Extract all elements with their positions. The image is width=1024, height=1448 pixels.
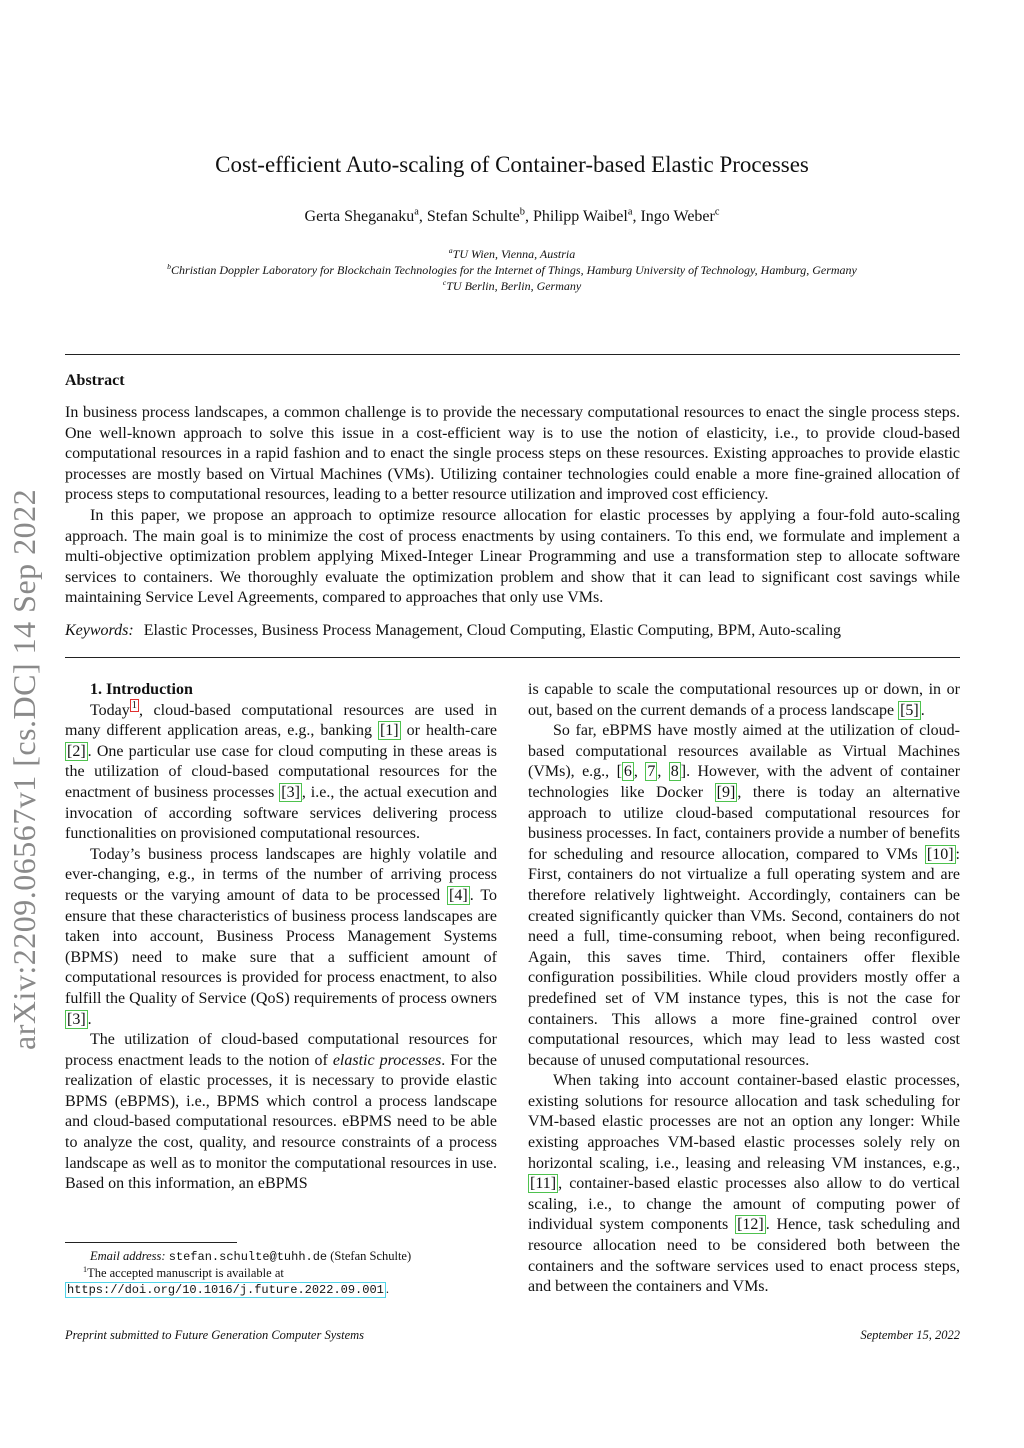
author-name: Gerta Sheganaku <box>304 208 415 225</box>
paragraph: Today $^1$ , cloud-based computational resources are used in many different application areas, e.g., banking [1] or health-care [2] . One particular use case for cloud computing in these areas is the utilization of cloud-based computational resources for the enactment of business processes [3] , i.e., the actual execution and invocation of according software services delivering process functionalities on provisioned computational resources. <box>65 700 497 843</box>
footnote-text: The accepted manuscript is available at <box>87 1266 284 1280</box>
footer-journal: Preprint submitted to Future Generation Computer Systems <box>65 1328 365 1342</box>
paragraph: So far, eBPMS have mostly aimed at the utilization of cloud-based computational resources available as Virtual Machines (VMs), e.g., [ 6 , 7 , 8 ]. However, with the advent of container technologies like Docker [9] , there is today an alternative approach to utilize cloud-based computational resources for business processes. In fact, containers provide a number of benefits for scheduling and resource allocation, compared to VMs [10] : First, containers do not virtualize a full operating system and are therefore relatively lightweight. Accordingly, containers can be created significantly quicker than VMs. Second, containers do not need a full, time-consuming reboot, when being reconfigured. Again, this saves time. Third, containers offer flexible configuration possibilities. While cloud providers mostly offer a predefined set of VM instance types, this is not the case for containers. This allows a more fine-grained control over computational resources, which may lead to less wasted cost because of unused computational resources. <box>528 722 961 1069</box>
top-rule <box>65 354 960 355</box>
footnotes <box>65 1248 497 1298</box>
citation-link[interactable]: [12] <box>737 1216 764 1234</box>
keywords-label: Keywords: <box>65 622 134 639</box>
citation-link[interactable]: [11] <box>530 1175 557 1193</box>
affiliation-mark: a <box>414 206 419 218</box>
citation-link[interactable]: [2] <box>67 742 86 760</box>
email-address[interactable]: stefan.schulte@tuhh.de <box>168 1250 328 1264</box>
citation-link[interactable]: [9] <box>716 783 736 801</box>
paragraph: Today’s business process landscapes are highly volatile and ever-changing, e.g., in terms of the number of arriving process requests or the varying amount of data to be processed [4] . To ensure that these characteristics of business process landscapes are taken into account, Business Process Management Systems (BPMS) need to make sure that a sufficient amount of computational resources is provided for process enactment, to also fulfill the Quality of Service (QoS) requirements of process owners [3] . <box>65 845 497 1028</box>
paragraph: is capable to scale the computational resources up or down, in or out, based on the current demands of a process landscape [5] . <box>528 681 960 719</box>
arxiv-identifier: arXiv:2209.06567v1 [cs.DC] 14 Sep 2022 <box>6 488 42 1050</box>
citation-link[interactable]: 8 <box>670 763 679 781</box>
author-list: Gerta Sheganaku$^a$, Stefan Schulte$^b$, Philipp Waibel$^a$, Ingo Weber$^c$ <box>304 206 720 225</box>
right-column <box>528 680 960 1298</box>
citation-link[interactable]: [1] <box>379 722 399 740</box>
keywords <box>65 621 960 642</box>
abstract-bottom-rule <box>65 657 960 658</box>
affiliation-text: TU Wien, Vienna, Austria <box>452 247 576 261</box>
author-name: Philipp Waibel <box>532 208 628 225</box>
affiliation-a <box>0 246 1024 262</box>
keywords-text: Elastic Processes, Business Process Management, Cloud Computing, Elastic Computing, BPM, Auto-scaling <box>143 622 842 639</box>
author-name: Ingo Weber <box>640 208 715 225</box>
author-name: Stefan Schulte <box>426 208 520 225</box>
citation-link[interactable]: [5] <box>900 701 919 719</box>
footer-date: September 15, 2022 <box>860 1328 960 1342</box>
affiliation-mark: c <box>714 206 720 218</box>
email-footnote <box>65 1248 497 1265</box>
abstract-paragraph: In business process landscapes, a common challenge is to provide the necessary computational resources to enact the single process steps. One well-known approach to solve this issue in a cost-efficient way is to use the notion of elasticity, i.e., to provide cloud-based computational resources in a rapid fashion and to enact the single process steps on these resources. Existing approaches to provide elastic processes are mostly based on Virtual Machines (VMs). Utilizing container technologies could enable a more fine-grained allocation of process steps to computational resources, leading to a better resource utilization and improved cost efficiency. <box>65 404 960 504</box>
citation-link[interactable]: [3] <box>281 783 300 801</box>
left-column <box>65 680 497 1195</box>
paragraph: The utilization of cloud-based computational resources for process enactment leads to the notion of elastic processes. For the realization of elastic processes, it is necessary to provide elastic BPMS (eBPMS), i.e., BPMS which control a process landscape and cloud-based computational resources. eBPMS need to be able to analyze the cost, quality, and resource constraints of a process landscape as well as to monitor the computational resources in use. Based on this information, an eBPMS <box>65 1031 497 1193</box>
footnote-link[interactable]: 1 <box>131 700 137 712</box>
affiliations <box>0 246 1024 294</box>
section-heading: 1. Introduction <box>90 681 193 698</box>
footnote-rule <box>65 1242 237 1243</box>
affiliation-mark: a <box>627 206 633 218</box>
citation-link[interactable]: [4] <box>449 886 468 904</box>
affiliation-mark: b <box>519 206 525 218</box>
citation-link[interactable]: 7 <box>647 763 656 781</box>
abstract-heading: Abstract <box>65 372 125 389</box>
affiliation-mark: b <box>167 262 172 271</box>
citation-link[interactable]: [10] <box>926 845 954 863</box>
manuscript-footnote <box>65 1265 497 1298</box>
affiliation-text: TU Berlin, Berlin, Germany <box>446 279 582 293</box>
affiliation-text: Christian Doppler Laboratory for Blockchain Technologies for the Internet of Things, Hamburg University of Technology, Hamburg, Germany <box>171 263 857 277</box>
paper-title: Cost-efficient Auto-scaling of Container-based Elastic Processes <box>215 152 809 177</box>
abstract-paragraph: In this paper, we propose an approach to optimize resource allocation for elastic processes by applying a four-fold auto-scaling approach. The main goal is to minimize the cost of process enactments by using containers. To this end, we formulate and implement a multi-objective optimization problem applying Mixed-Integer Linear Programming and use a transformation step to allocate software services to containers. We thoroughly evaluate the optimization problem and show that it can lead to significant cost savings while maintaining Service Level Agreements, compared to approaches that only use VMs. <box>65 506 960 607</box>
affiliation-c <box>0 278 1024 294</box>
email-owner: (Stefan Schulte) <box>330 1249 412 1263</box>
doi-link[interactable]: https://doi.org/10.1016/j.future.2022.09.001 <box>67 1283 384 1297</box>
affiliation-b <box>0 262 1024 278</box>
footnote-mark: 1 <box>83 1264 88 1274</box>
footnote-end: . <box>385 1282 389 1296</box>
citation-link[interactable]: 6 <box>623 763 632 781</box>
affiliation-mark: a <box>448 246 453 255</box>
citation-link[interactable]: [3] <box>67 1010 86 1028</box>
paragraph: When taking into account container-based elastic processes, existing solutions for resource allocation and task scheduling for VM-based elastic processes are not an option any longer: While existing approaches VM-based elastic processes solely rely on horizontal scaling, i.e., leasing and releasing VM instances, e.g., [11] , container-based elastic processes also allow to do vertical scaling, i.e., to change the amount of computing power of individual system components [12] . Hence, task scheduling and resource allocation need to be considered both between the containers and the software services used to enact process steps, and between the containers and VMs. <box>528 1072 960 1296</box>
affiliation-mark: c <box>442 278 447 287</box>
email-label: Email address: <box>90 1249 166 1263</box>
abstract-body <box>65 403 960 609</box>
